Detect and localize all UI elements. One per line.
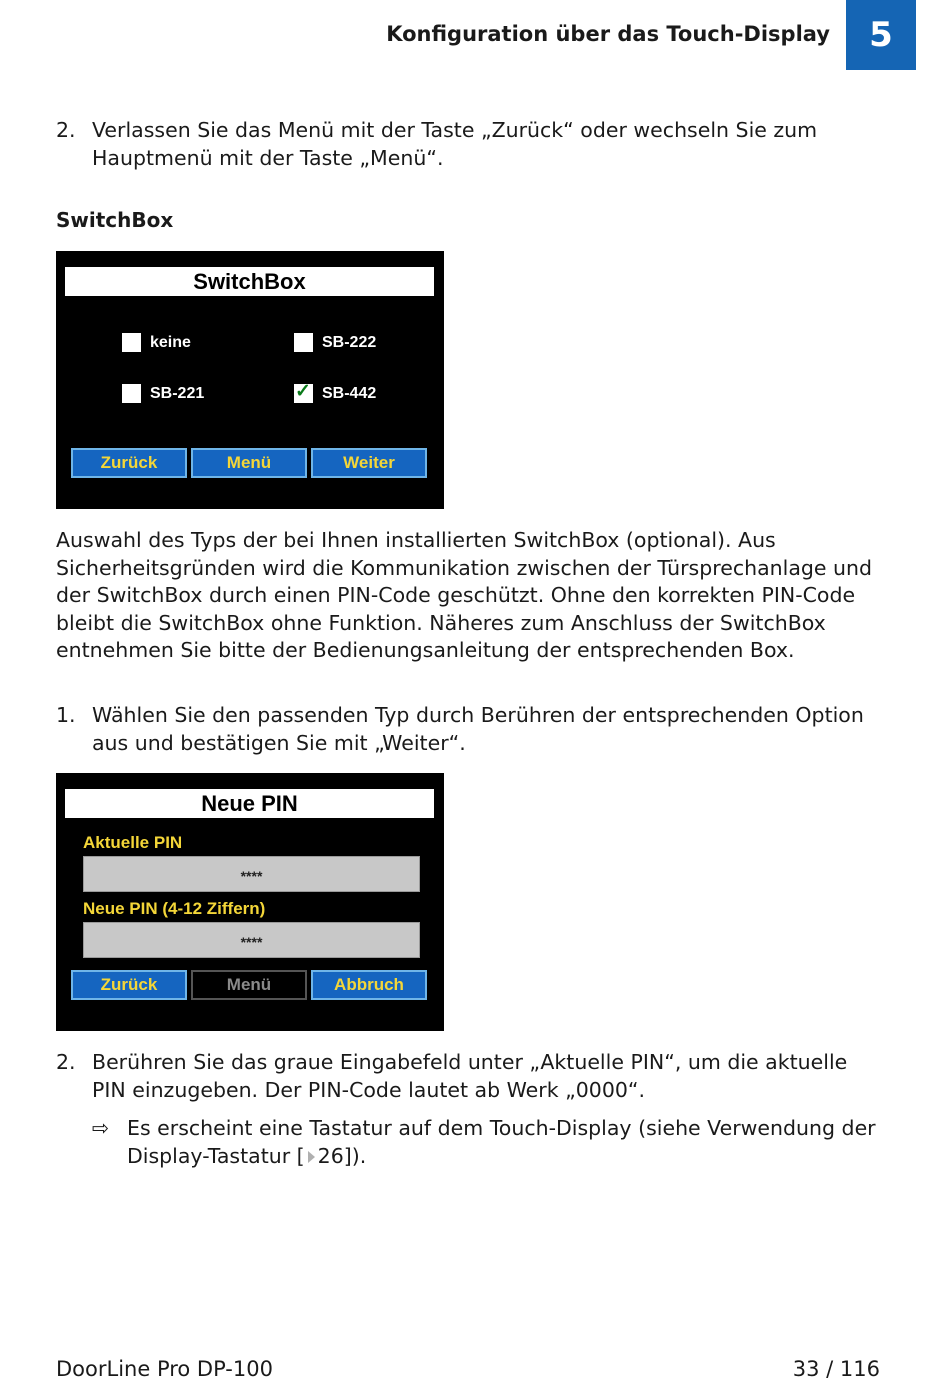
option-sb-442[interactable] <box>294 381 377 403</box>
new-pin-field[interactable]: **** <box>83 922 420 958</box>
screen-title: Neue PIN <box>65 789 434 818</box>
step-result <box>92 1115 886 1170</box>
step-enter-pin <box>56 1049 886 1104</box>
menu-button-disabled: Menü <box>191 970 307 1000</box>
cancel-button[interactable]: Abbruch <box>311 970 427 1000</box>
checkbox-checked[interactable] <box>294 381 313 403</box>
checkbox[interactable] <box>122 333 141 352</box>
running-header-title: Konfiguration über das Touch-Display <box>386 22 830 46</box>
step-leave-menu <box>56 117 886 172</box>
option-sb-221[interactable] <box>122 384 204 403</box>
step-select-type <box>56 702 886 757</box>
footer-page-number: 33 / 116 <box>792 1357 880 1381</box>
footer-product-name: DoorLine Pro DP-100 <box>56 1357 273 1381</box>
step-number: 2. <box>56 1050 76 1074</box>
new-pin-label: Neue PIN (4-12 Ziffern) <box>83 899 266 918</box>
step-text: Wählen Sie den passenden Typ durch Berühren der entsprechenden Option aus und bestätigen Sie mit „Weiter“. <box>92 703 864 755</box>
back-button[interactable]: Zurück <box>71 970 187 1000</box>
step-number: 2. <box>56 118 76 142</box>
result-arrow-icon: ⇨ <box>92 1116 110 1140</box>
result-text-before: Es erscheint eine Tastatur auf dem Touch-Display (siehe Verwendung der Display-Tastatur [ <box>127 1116 876 1168</box>
next-button[interactable]: Weiter <box>311 448 427 478</box>
switchbox-screen <box>56 251 444 509</box>
checkbox[interactable] <box>122 384 141 403</box>
checkbox[interactable] <box>294 333 313 352</box>
new-pin-screen <box>56 773 444 1031</box>
option-keine[interactable] <box>122 333 191 352</box>
description-paragraph: Auswahl des Typs der bei Ihnen installierten SwitchBox (optional). Aus Sicherheitsgründen wird die Kommunikation zwischen der Türsprechanlage und der SwitchBox durch einen PIN-Code geschützt. Ohne den korrekten PIN-Code bleibt die SwitchBox ohne Funktion. Näheres zum Anschluss der SwitchBox entnehmen Sie bitte der Bedienungsanleitung der entsprechenden Box. <box>56 528 873 662</box>
current-pin-field[interactable]: **** <box>83 856 420 892</box>
option-sb-222[interactable] <box>294 333 376 352</box>
back-button[interactable]: Zurück <box>71 448 187 478</box>
current-pin-label: Aktuelle PIN <box>83 833 183 852</box>
option-label: SB-442 <box>322 384 377 402</box>
section-heading: SwitchBox <box>56 208 174 232</box>
screen-title: SwitchBox <box>65 267 434 296</box>
chapter-number-badge: 5 <box>846 0 916 70</box>
page-reference-link[interactable]: 26 <box>317 1143 344 1168</box>
menu-button[interactable]: Menü <box>191 448 307 478</box>
result-text <box>127 1115 886 1170</box>
checkmark-icon: ✓ <box>295 381 311 402</box>
result-text-after: ]). <box>343 1143 367 1168</box>
option-label: SB-222 <box>322 333 377 351</box>
option-label: keine <box>150 333 191 351</box>
page-ref-triangle-icon <box>308 1151 315 1163</box>
step-text: Berühren Sie das graue Eingabefeld unter „Aktuelle PIN“, um die aktuelle PIN einzugeben. Der PIN-Code lautet ab Werk „0000“. <box>92 1050 848 1102</box>
step-text: Verlassen Sie das Menü mit der Taste „Zurück“ oder wechseln Sie zum Hauptmenü mit der Taste „Menü“. <box>92 118 818 170</box>
option-label: SB-221 <box>150 384 205 402</box>
step-number: 1. <box>56 703 76 727</box>
